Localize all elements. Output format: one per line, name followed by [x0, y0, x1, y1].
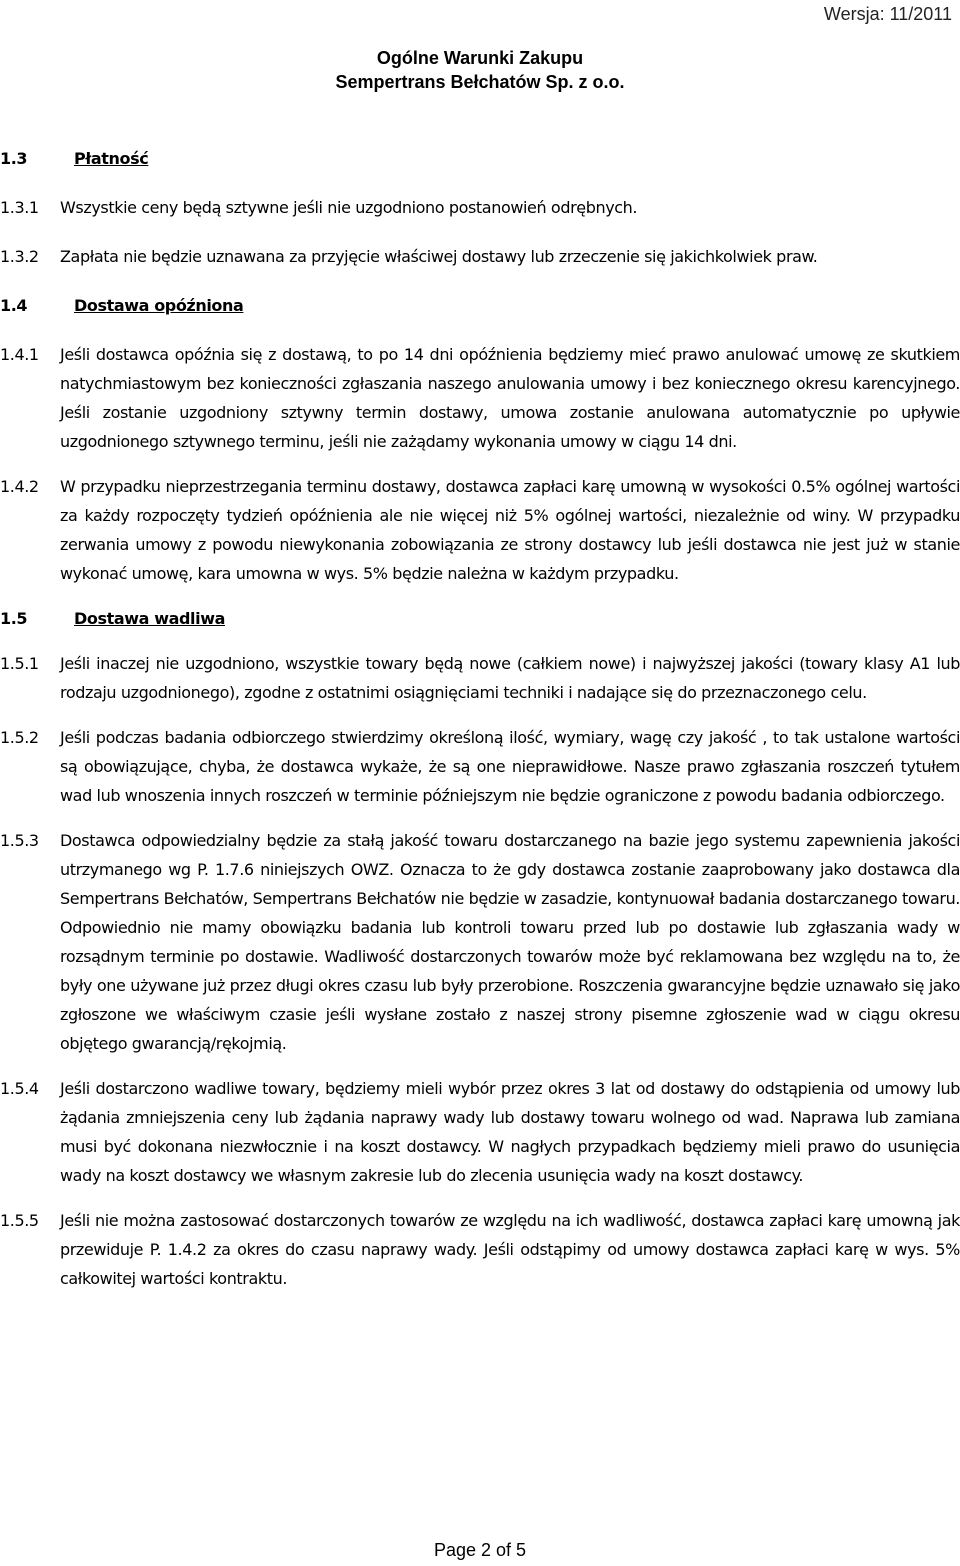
- clause-number: 1.4.2: [0, 477, 39, 496]
- clause-text: Wszystkie ceny będą sztywne jeśli nie uzgodniono postanowień odrębnych.: [60, 198, 638, 217]
- clause-text: W przypadku nieprzestrzegania terminu dostawy, dostawca zapłaci karę umowną w wysokości 0.5% ogólnej wartości za każdy rozpoczęty tydzień opóźnienia ale nie więcej niż 5% ogólnej wartości, niezależnie od winy. W przypadku zerwania umowy z powodu niewykonania zobowiązania ze strony dostawcy lub jeśli dostawca nie jest już w stanie wykonać umowę, kara umowna w wys. 5% będzie należna w każdym przypadku.: [60, 477, 960, 583]
- clause-text: Dostawca odpowiedzialny będzie za stałą jakość towaru dostarczanego na bazie jego systemu zapewnienia jakości utrzymanego wg P. 1.7.6 niniejszych OWZ. Oznacza to że gdy dostawca zostanie zaaprobowany jako dostawca dla Sempertrans Bełchatów, Sempertrans Bełchatów nie będzie w zasadzie, kontynuował badania dostarczanego towaru. Odpowiednio nie mamy obowiązku badania lub kontroli towaru przed lub po dostawie lub zgłaszania wady w rozsądnym terminie po dostawie. Wadliwość dostarczonych towarów może być reklamowana bez względu na to, że były one używane już przez długi okres czasu lub były przerobione. Roszczenia gwarancyjne będzie uznawało się jako zgłoszone we właściwym czasie jeśli wysłane zostało z naszej strony pisemne zgłoszenie wad w ciągu okresu objętego gwarancją/rękojmią.: [60, 831, 960, 1053]
- clause-number: 1.5.5: [0, 1211, 39, 1230]
- clause-1-5-5: [0, 1206, 960, 1293]
- section-number: 1.3: [0, 149, 28, 168]
- section-1-5-heading: [0, 604, 960, 633]
- section-title: Dostawa opóźniona: [74, 296, 244, 315]
- clause-text: Zapłata nie będzie uznawana za przyjęcie właściwej dostawy lub zrzeczenie się jakichkolwiek praw.: [60, 247, 818, 266]
- section-title: Płatność: [74, 149, 149, 168]
- clause-1-5-4: [0, 1074, 960, 1190]
- clause-text: Jeśli inaczej nie uzgodniono, wszystkie towary będą nowe (całkiem nowe) i najwyższej jakości (towary klasy A1 lub rodzaju uzgodnionego), zgodne z ostatnimi osiągnięciami techniki i nadające się do przeznaczonego celu.: [60, 654, 960, 702]
- clause-number: 1.3.2: [0, 247, 39, 266]
- company-name: Sempertrans Bełchatów Sp. z o.o.: [335, 72, 625, 92]
- document-body: [0, 144, 960, 1293]
- version-label: Wersja: 11/2011: [823, 4, 952, 24]
- clause-1-5-3: [0, 826, 960, 1058]
- clause-number: 1.5.1: [0, 654, 39, 673]
- clause-number: 1.3.1: [0, 198, 39, 217]
- clause-text: Jeśli dostarczono wadliwe towary, będziemy mieli wybór przez okres 3 lat od dostawy do odstąpienia od umowy lub żądania zmniejszenia ceny lub żądania naprawy wady lub dostawy towaru wolnego od wad. Naprawa lub zamiana musi być dokonana niezwłocznie i na koszt dostawcy. W nagłych przypadkach będziemy mieli prawo do usunięcia wady na koszt dostawcy we własnym zakresie lub do zlecenia usunięcia wady na koszt dostawcy.: [60, 1079, 960, 1185]
- section-1-3-heading: [0, 144, 960, 173]
- section-1-4-heading: [0, 291, 960, 320]
- clause-1-3-2: [0, 242, 960, 271]
- clause-text: Jeśli podczas badania odbiorczego stwierdzimy określoną ilość, wymiary, wagę czy jakość , to tak ustalone wartości są obowiązujące, chyba, że dostawca wykaże, że są one nieprawidłowe. Nasze prawo zgłaszania roszczeń tytułem wad lub wnoszenia innych roszczeń w terminie późniejszym nie będzie ograniczone z powodu badania odbiorczego.: [60, 728, 960, 805]
- clause-1-3-1: [0, 193, 960, 222]
- clause-1-4-2: [0, 472, 960, 588]
- clause-number: 1.5.3: [0, 831, 39, 850]
- section-title: Dostawa wadliwa: [74, 609, 225, 628]
- clause-1-5-2: [0, 723, 960, 810]
- clause-1-4-1: [0, 340, 960, 456]
- page-footer: Page 2 of 5: [433, 1540, 527, 1560]
- clause-number: 1.5.4: [0, 1079, 39, 1098]
- document-title: Ogólne Warunki Zakupu: [376, 48, 584, 68]
- clause-text: Jeśli dostawca opóźnia się z dostawą, to po 14 dni opóźnienia będziemy mieć prawo anulować umowę ze skutkiem natychmiastowym bez konieczności zgłaszania naszego anulowania umowy i bez koniecznego okresu karencyjnego. Jeśli zostanie uzgodniony sztywny termin dostawy, umowa zostanie anulowana automatycznie po upływie uzgodnionego sztywnego terminu, jeśli nie zażądamy wykonania umowy w ciągu 14 dni.: [60, 345, 960, 451]
- clause-1-5-1: [0, 649, 960, 707]
- clause-number: 1.4.1: [0, 345, 39, 364]
- clause-text: Jeśli nie można zastosować dostarczonych towarów ze względu na ich wadliwość, dostawca zapłaci karę umowną jak przewiduje P. 1.4.2 za okres do czasu naprawy wady. Jeśli odstąpimy od umowy dostawca zapłaci karę w wys. 5% całkowitej wartości kontraktu.: [60, 1211, 960, 1288]
- clause-number: 1.5.2: [0, 728, 39, 747]
- document-header: [0, 46, 960, 94]
- section-number: 1.5: [0, 609, 28, 628]
- section-number: 1.4: [0, 296, 28, 315]
